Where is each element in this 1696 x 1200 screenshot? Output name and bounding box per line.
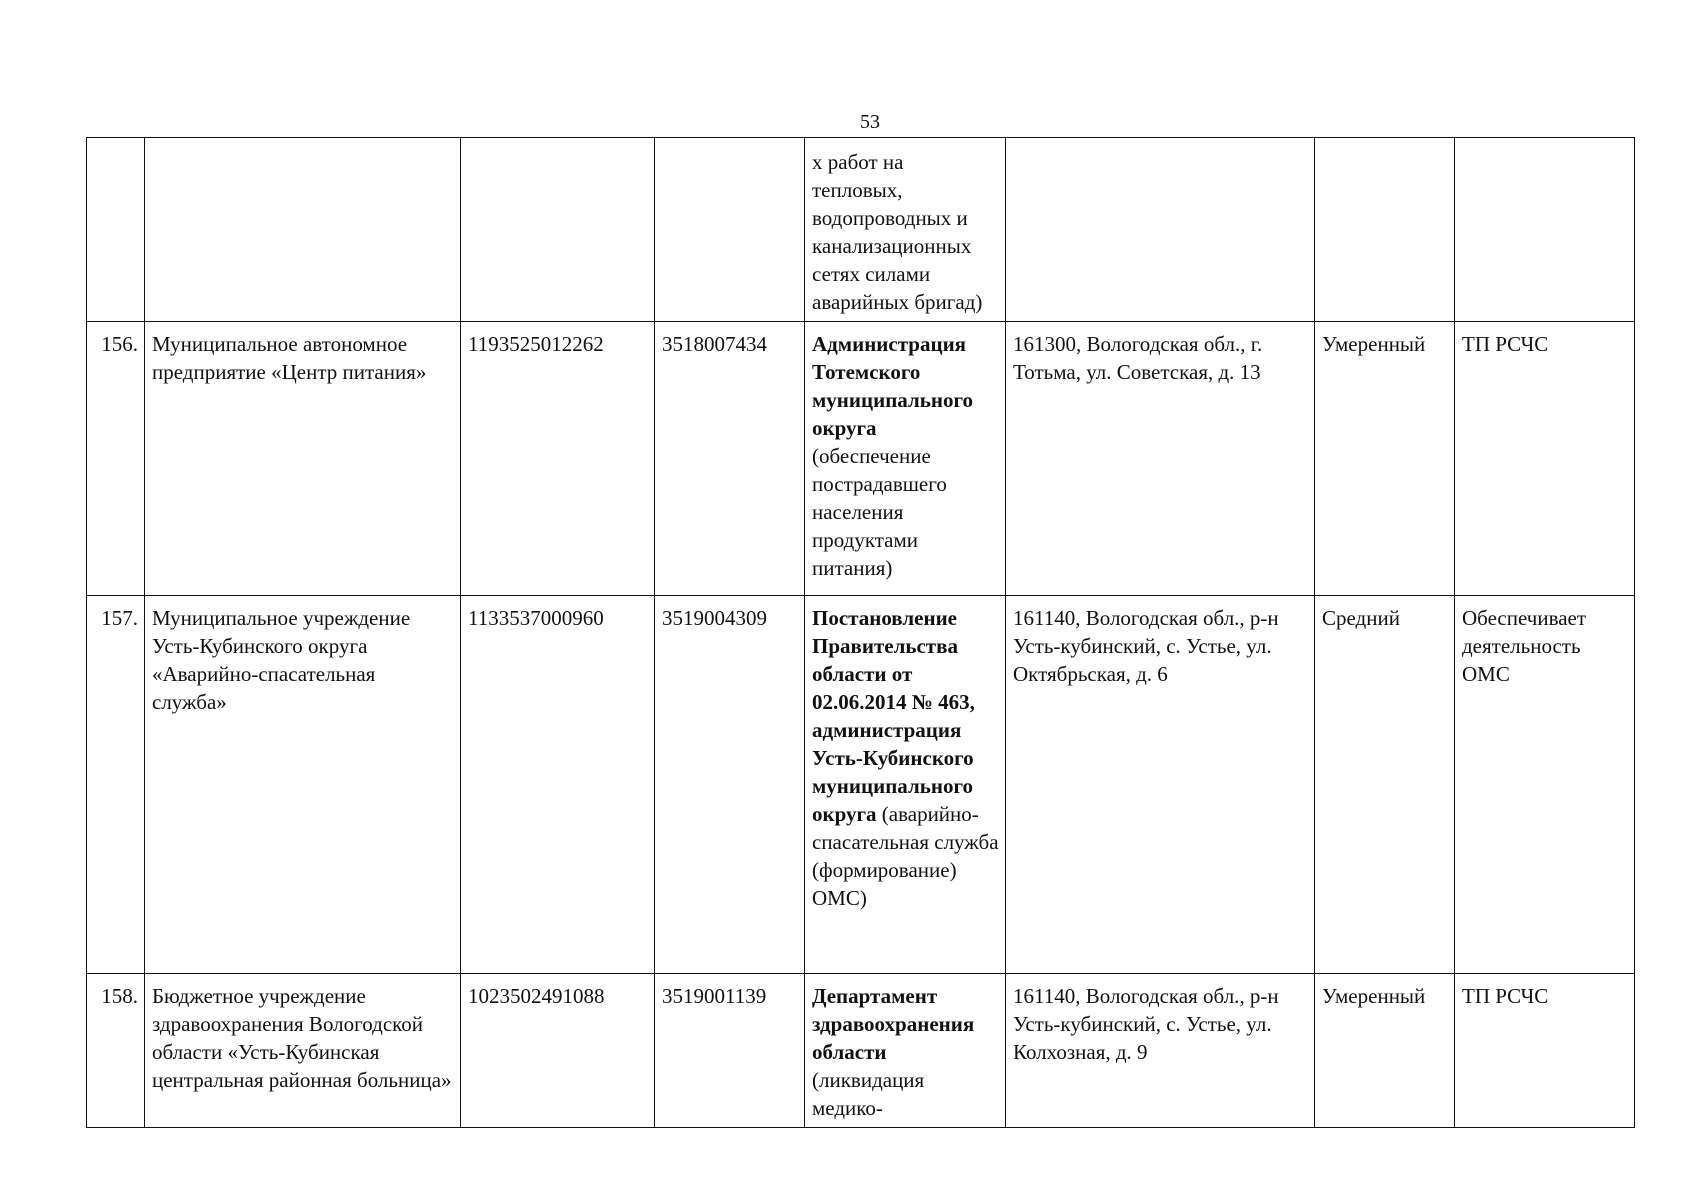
basis-cell (805, 596, 1006, 974)
status: ТП РСЧС (1455, 322, 1635, 596)
organization-name: Бюджетное учреждение здравоохранения Вологодской области «Усть-Кубинская центральная районная больница» (145, 974, 461, 1128)
level: Умеренный (1315, 322, 1455, 596)
level (1315, 138, 1455, 322)
ogrn-code: 1193525012262 (461, 322, 655, 596)
basis-description: (ликвидация медико- (812, 1068, 925, 1120)
level: Умеренный (1315, 974, 1455, 1128)
basis-description: (обеспечение пострадавшего населения продуктами питания) (812, 444, 947, 580)
basis-cell (805, 974, 1006, 1128)
table-row (87, 322, 1635, 596)
basis-cell (805, 138, 1006, 322)
organization-name: Муниципальное учреждение Усть-Кубинского округа «Аварийно-спасательная служба» (145, 596, 461, 974)
row-number: 157. (87, 596, 145, 974)
organizations-table (86, 137, 1635, 1128)
level: Средний (1315, 596, 1455, 974)
basis-authority: Администрация Тотемского муниципального округа (812, 332, 973, 440)
status: Обеспечивает деятельность ОМС (1455, 596, 1635, 974)
inn-code (655, 138, 805, 322)
status: ТП РСЧС (1455, 974, 1635, 1128)
ogrn-code: 1133537000960 (461, 596, 655, 974)
organization-name (145, 138, 461, 322)
ogrn-code: 1023502491088 (461, 974, 655, 1128)
basis-description: (аварийно-спасательная служба (формирование) ОМС) (812, 802, 999, 910)
address: 161140, Вологодская обл., р-н Усть-кубинский, с. Устье, ул. Октябрьская, д. 6 (1006, 596, 1315, 974)
inn-code: 3519004309 (655, 596, 805, 974)
organization-name: Муниципальное автономное предприятие «Центр питания» (145, 322, 461, 596)
basis-cell (805, 322, 1006, 596)
row-number: 158. (87, 974, 145, 1128)
row-number (87, 138, 145, 322)
address: 161300, Вологодская обл., г. Тотьма, ул. Советская, д. 13 (1006, 322, 1315, 596)
table-row (87, 138, 1635, 322)
basis-authority: Постановление Правительства области от 02.06.2014 № 463, администрация Усть-Кубинского муниципального округа (812, 606, 975, 826)
address (1006, 138, 1315, 322)
status (1455, 138, 1635, 322)
table-row (87, 596, 1635, 974)
page-number: 53 (860, 111, 880, 133)
basis-description: х работ на тепловых, водопроводных и канализационных сетях силами аварийных бригад) (812, 150, 983, 314)
inn-code: 3518007434 (655, 322, 805, 596)
row-number: 156. (87, 322, 145, 596)
inn-code: 3519001139 (655, 974, 805, 1128)
table-row (87, 974, 1635, 1128)
basis-authority: Департамент здравоохранения области (812, 984, 975, 1064)
ogrn-code (461, 138, 655, 322)
address: 161140, Вологодская обл., р-н Усть-кубинский, с. Устье, ул. Колхозная, д. 9 (1006, 974, 1315, 1128)
